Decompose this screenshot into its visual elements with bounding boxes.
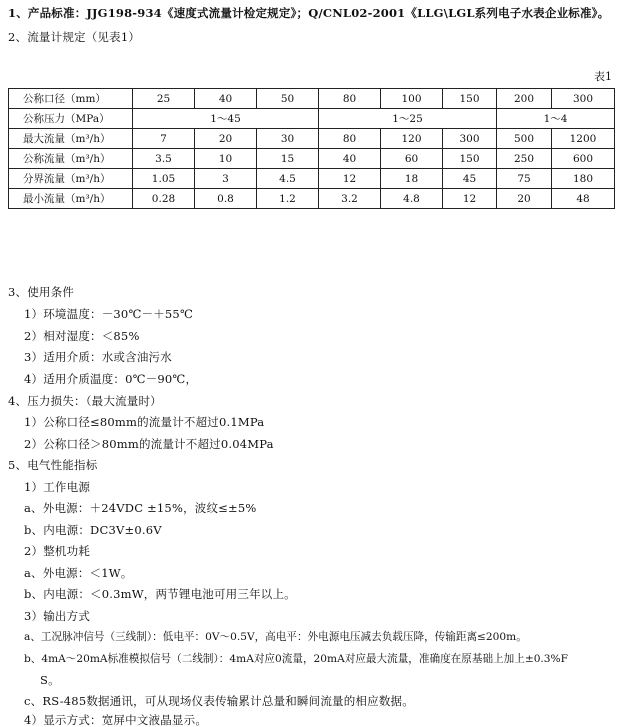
table-cell: 25 <box>133 89 195 109</box>
table-caption: 表1 <box>594 70 612 83</box>
table-cell: 100 <box>381 89 443 109</box>
table-cell: 60 <box>381 149 443 169</box>
table-cell: 3.5 <box>133 149 195 169</box>
table-cell: 200 <box>497 89 552 109</box>
table-cell: 50 <box>257 89 319 109</box>
pressure-loss-item-2: 2）公称口径＞80mm的流量计不超过0.04MPa <box>24 437 274 451</box>
usage-item-4: 4）适用介质温度：0℃－90℃， <box>24 372 198 386</box>
table-cell: 80 <box>319 89 381 109</box>
consumption-heading: 2）整机功耗 <box>24 544 91 558</box>
table-cell: 12 <box>319 169 381 189</box>
table-row-nominal-flow <box>9 149 615 169</box>
output-analog: b、4mA～20mA标准模拟信号（二线制）：4mA对应0流量，20mA对应最大流量，准确度在原基础上加上±0.3%F <box>24 653 568 665</box>
table-cell: 80 <box>319 129 381 149</box>
table-cell: 4.5 <box>257 169 319 189</box>
row-label: 公称压力（MPa） <box>9 109 133 129</box>
table-cell: 3.2 <box>319 189 381 209</box>
table-cell: 1200 <box>552 129 615 149</box>
table-cell: 20 <box>195 129 257 149</box>
row-label: 公称口径（mm） <box>9 89 133 109</box>
table-row-min-flow <box>9 189 615 209</box>
output-rs485: c、RS-485数据通讯，可从现场仪表传输累计总量和瞬间流量的相应数据。 <box>24 694 414 708</box>
table-cell: 500 <box>497 129 552 149</box>
external-power: a、外电源：＋24VDC ±15%，波纹≤±5% <box>24 501 257 515</box>
table-cell: 150 <box>443 89 497 109</box>
usage-item-1: 1）环境温度：－30℃－＋55℃ <box>24 307 194 321</box>
output-heading: 3）输出方式 <box>24 609 91 623</box>
table-row-diameter <box>9 89 615 109</box>
row-label: 公称流量（m³/h） <box>9 149 133 169</box>
table-cell: 0.28 <box>133 189 195 209</box>
usage-item-3: 3）适用介质：水或含油污水 <box>24 350 172 364</box>
table-cell: 1～45 <box>133 109 319 129</box>
table-cell: 120 <box>381 129 443 149</box>
table-cell: 0.8 <box>195 189 257 209</box>
pressure-loss-item-1: 1）公称口径≤80mm的流量计不超过0.1MPa <box>24 415 265 429</box>
usage-item-2: 2）相对湿度：＜85% <box>24 329 140 343</box>
table-row-max-flow <box>9 129 615 149</box>
table-cell: 250 <box>497 149 552 169</box>
power-heading: 1）工作电源 <box>24 480 91 494</box>
table-cell: 75 <box>497 169 552 189</box>
table-cell: 20 <box>497 189 552 209</box>
table-cell: 40 <box>195 89 257 109</box>
internal-power: b、内电源：DC3V±0.6V <box>24 523 162 537</box>
table-cell: 4.8 <box>381 189 443 209</box>
display-mode: 4）显示方式：宽屏中文液晶显示。 <box>24 713 208 727</box>
table-cell: 1.05 <box>133 169 195 189</box>
table-cell: 300 <box>552 89 615 109</box>
consumption-external: a、外电源：＜1W。 <box>24 566 133 580</box>
table-cell: 40 <box>319 149 381 169</box>
table-cell: 10 <box>195 149 257 169</box>
table-cell: 3 <box>195 169 257 189</box>
pressure-loss-heading: 4、压力损失：（最大流量时） <box>8 394 162 408</box>
table-cell: 180 <box>552 169 615 189</box>
table-cell: 7 <box>133 129 195 149</box>
row-label: 最小流量（m³/h） <box>9 189 133 209</box>
output-analog-cont: S。 <box>40 673 60 687</box>
table-cell: 150 <box>443 149 497 169</box>
table-row-transition-flow <box>9 169 615 189</box>
row-label: 最大流量（m³/h） <box>9 129 133 149</box>
electrical-heading: 5、电气性能指标 <box>8 458 98 472</box>
table-cell: 300 <box>443 129 497 149</box>
table-cell: 12 <box>443 189 497 209</box>
flow-spec-table <box>8 88 615 209</box>
table-cell: 45 <box>443 169 497 189</box>
usage-heading: 3、使用条件 <box>8 285 75 299</box>
row-label: 分界流量（m³/h） <box>9 169 133 189</box>
table-cell: 600 <box>552 149 615 169</box>
standards-line: 1、产品标准：JJG198-934《速度式流量计检定规定》；Q/CNL02-2001《LLG\LGL系列电子水表企业标准》。 <box>8 6 610 20</box>
output-pulse: a、工况脉冲信号（三线制）：低电平：0V～0.5V，高电平：外电源电压减去负载压降，传输距离≤200m。 <box>24 631 527 643</box>
consumption-internal: b、内电源：＜0.3mW，两节锂电池可用三年以上。 <box>24 587 296 601</box>
table-cell: 1.2 <box>257 189 319 209</box>
table-cell: 1～25 <box>319 109 497 129</box>
table-cell: 15 <box>257 149 319 169</box>
table-cell: 18 <box>381 169 443 189</box>
table-cell: 48 <box>552 189 615 209</box>
flow-spec-heading: 2、流量计规定（见表1） <box>8 30 141 44</box>
table-cell: 30 <box>257 129 319 149</box>
table-row-pressure <box>9 109 615 129</box>
table-cell: 1～4 <box>497 109 615 129</box>
